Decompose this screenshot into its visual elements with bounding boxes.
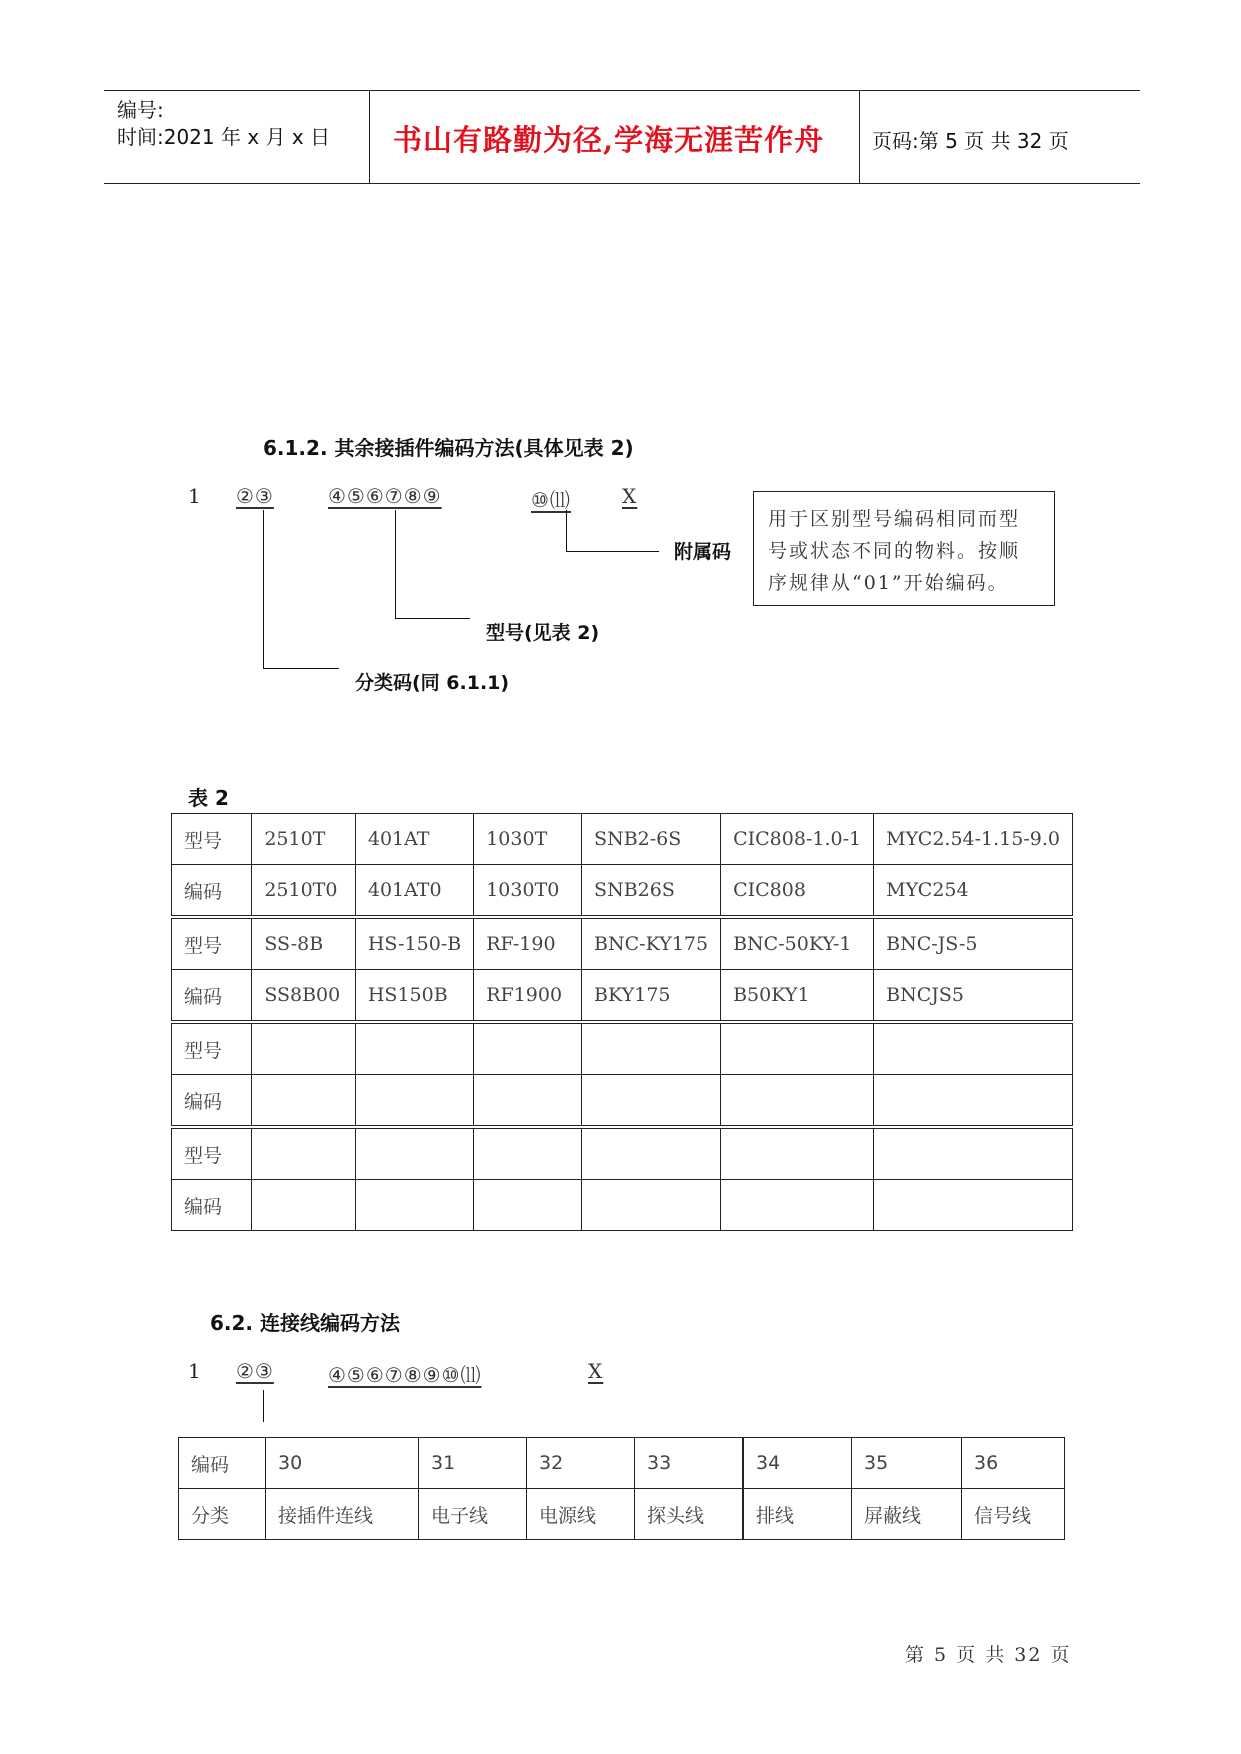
- table-cell: 1030T0: [474, 865, 582, 918]
- code-first-digit-62: 1: [188, 1359, 201, 1383]
- table-row: [172, 1180, 1073, 1231]
- table-cell: 排线: [743, 1489, 852, 1540]
- table-cell: 编码: [179, 1438, 266, 1489]
- header-top-rule: [104, 90, 1140, 91]
- table-cell: 编码: [172, 865, 252, 918]
- code-group-model: ④⑤⑥⑦⑧⑨: [328, 484, 442, 508]
- table-cell: 36: [962, 1438, 1065, 1489]
- table-cell: [582, 1022, 721, 1075]
- table-cell: [874, 1075, 1073, 1128]
- header-bottom-rule: [104, 183, 1140, 184]
- table-cell: [582, 1180, 721, 1231]
- table-cell: 电源线: [527, 1489, 635, 1540]
- code-group-x-62: X: [588, 1359, 604, 1383]
- table-cell: 屏蔽线: [852, 1489, 962, 1540]
- connector-category-vertical: [263, 510, 264, 668]
- table-cell: CIC808: [721, 865, 874, 918]
- table-cell: 32: [527, 1438, 635, 1489]
- section-612-title: 6.1.2. 其余接插件编码方法(具体见表 2): [263, 436, 634, 460]
- table-cell: RF1900: [474, 970, 582, 1023]
- table-cell: 接插件连线: [266, 1489, 419, 1540]
- table-row: [172, 814, 1073, 865]
- table-cell: 型号: [172, 814, 252, 865]
- table-row: [172, 970, 1073, 1023]
- table-cell: RF-190: [474, 917, 582, 970]
- table-row: [172, 1127, 1073, 1180]
- table-cell: [721, 1180, 874, 1231]
- code-group-model-62: ④⑤⑥⑦⑧⑨⑩⑾: [328, 1363, 482, 1387]
- connector-model-vertical: [395, 510, 396, 618]
- table-cell: [874, 1022, 1073, 1075]
- table-cell: BNC-KY175: [582, 917, 721, 970]
- table-cell: [355, 1075, 473, 1128]
- table-cell: 信号线: [962, 1489, 1065, 1540]
- code-first-digit: 1: [188, 484, 201, 508]
- table-cell: 2510T0: [252, 865, 356, 918]
- table-cell: MYC254: [874, 865, 1073, 918]
- table-cell: [721, 1075, 874, 1128]
- doc-date-label: 时间:2021 年 x 月 x 日: [117, 125, 331, 149]
- connector-62-vertical: [263, 1390, 264, 1422]
- table3: [178, 1437, 1065, 1540]
- header-motto: 书山有路勤为径,学海无涯苦作舟: [393, 123, 825, 157]
- table-cell: 型号: [172, 1127, 252, 1180]
- table-cell: B50KY1: [721, 970, 874, 1023]
- table-cell: [582, 1127, 721, 1180]
- table-cell: CIC808-1.0-1: [721, 814, 874, 865]
- table2-caption: 表 2: [188, 786, 229, 810]
- table-cell: 401AT: [355, 814, 473, 865]
- table-cell: [721, 1022, 874, 1075]
- table-cell: SNB26S: [582, 865, 721, 918]
- code-group-category: ②③: [236, 484, 274, 508]
- table-cell: MYC2.54-1.15-9.0: [874, 814, 1073, 865]
- table-row: [172, 1075, 1073, 1128]
- table-cell: [355, 1022, 473, 1075]
- header-divider-right: [859, 90, 860, 183]
- page-footer: 第 5 页 共 32 页: [905, 1644, 1072, 1666]
- table-cell: 电子线: [419, 1489, 527, 1540]
- note-box: 用于区别型号编码相同而型号或状态不同的物料。按顺序规律从“01”开始编码。: [753, 491, 1055, 606]
- connector-attach-horizontal: [566, 551, 659, 552]
- table-cell: [874, 1180, 1073, 1231]
- table-cell: [252, 1127, 356, 1180]
- table-cell: BKY175: [582, 970, 721, 1023]
- table-cell: 编码: [172, 1075, 252, 1128]
- code-group-category-62: ②③: [236, 1359, 274, 1383]
- table-cell: SS8B00: [252, 970, 356, 1023]
- table-cell: 2510T: [252, 814, 356, 865]
- table-cell: HS-150-B: [355, 917, 473, 970]
- code-group-x: X: [622, 484, 638, 508]
- table-row: [172, 1022, 1073, 1075]
- table-cell: [474, 1127, 582, 1180]
- table-cell: 31: [419, 1438, 527, 1489]
- table-cell: [252, 1075, 356, 1128]
- connector-attach-vertical: [566, 510, 567, 551]
- header-page-label: 页码:第 5 页 共 32 页: [872, 129, 1069, 153]
- table-cell: [252, 1022, 356, 1075]
- table-row: [172, 917, 1073, 970]
- table-row: [179, 1489, 1065, 1540]
- table-cell: 型号: [172, 1022, 252, 1075]
- table-cell: 401AT0: [355, 865, 473, 918]
- table-cell: [252, 1180, 356, 1231]
- table-cell: BNCJS5: [874, 970, 1073, 1023]
- table-cell: [874, 1127, 1073, 1180]
- table-cell: 33: [635, 1438, 744, 1489]
- connector-model-horizontal: [395, 618, 470, 619]
- table-row: [179, 1438, 1065, 1489]
- header-divider-left: [369, 90, 370, 183]
- table-cell: BNC-50KY-1: [721, 917, 874, 970]
- code-group-attach: ⑩⑾: [531, 488, 571, 512]
- table-row: [172, 865, 1073, 918]
- table-cell: [474, 1022, 582, 1075]
- table-cell: 探头线: [635, 1489, 744, 1540]
- label-attach-code: 附属码: [674, 541, 732, 563]
- table-cell: 1030T: [474, 814, 582, 865]
- table-cell: 型号: [172, 917, 252, 970]
- connector-category-horizontal: [263, 668, 339, 669]
- table-cell: SS-8B: [252, 917, 356, 970]
- table-cell: [474, 1075, 582, 1128]
- table-cell: SNB2-6S: [582, 814, 721, 865]
- section-62-title: 6.2. 连接线编码方法: [210, 1311, 400, 1335]
- table-cell: [582, 1075, 721, 1128]
- table2: [171, 813, 1073, 1231]
- table-cell: 34: [743, 1438, 852, 1489]
- table-cell: [721, 1127, 874, 1180]
- table-cell: 35: [852, 1438, 962, 1489]
- table-cell: [474, 1180, 582, 1231]
- table-cell: HS150B: [355, 970, 473, 1023]
- doc-number-label: 编号:: [117, 98, 164, 122]
- table-cell: 分类: [179, 1489, 266, 1540]
- table-cell: 编码: [172, 970, 252, 1023]
- table-cell: [355, 1180, 473, 1231]
- table-cell: [355, 1127, 473, 1180]
- table-cell: 编码: [172, 1180, 252, 1231]
- table-cell: 30: [266, 1438, 419, 1489]
- label-model: 型号(见表 2): [486, 622, 600, 644]
- label-category: 分类码(同 6.1.1): [355, 672, 510, 694]
- table-cell: BNC-JS-5: [874, 917, 1073, 970]
